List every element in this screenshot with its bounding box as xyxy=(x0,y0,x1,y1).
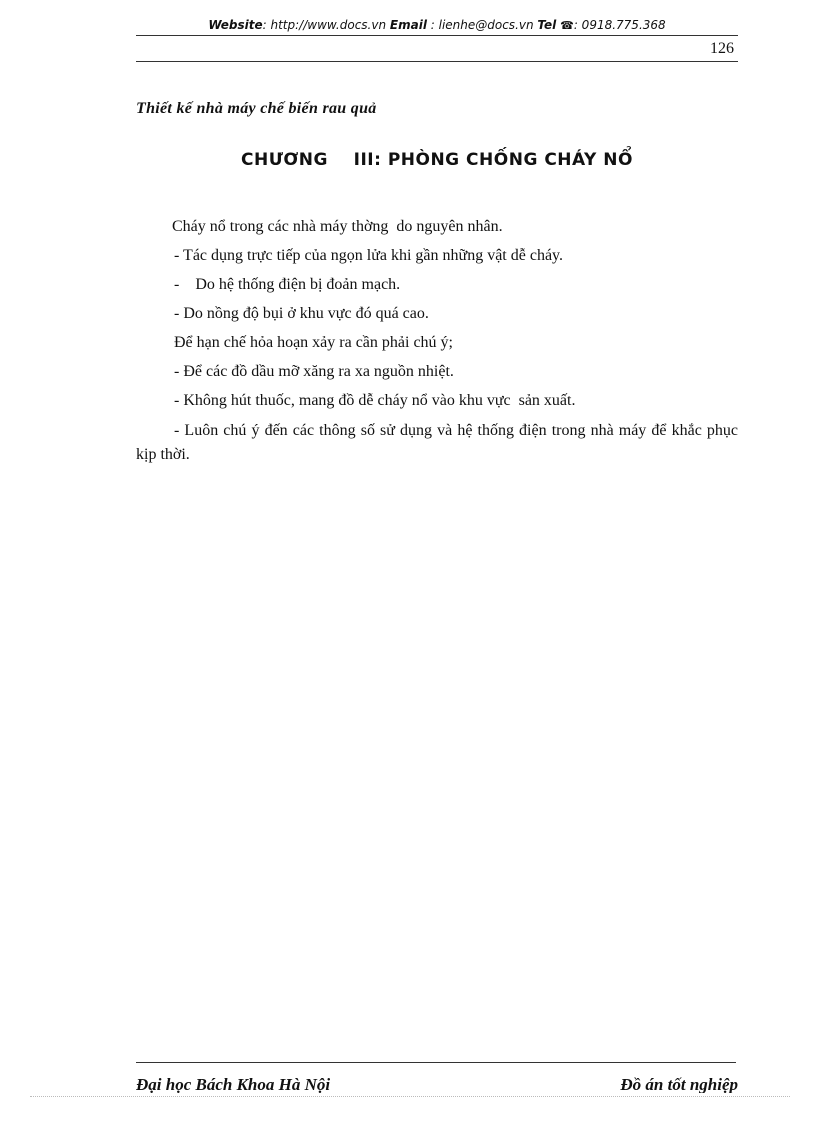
measure-item-2: - Không hút thuốc, mang đồ dễ cháy nổ vào khu vực sản xuất. xyxy=(174,392,576,409)
page-edge-dotted-line xyxy=(30,1096,790,1097)
measure-item-1: - Để các đồ dầu mỡ xăng ra xa nguồn nhiệt. xyxy=(174,363,454,380)
header-rule-bottom xyxy=(136,61,738,62)
chapter-title: CHƯƠNG III: PHÒNG CHỐNG CHÁY NỔ xyxy=(241,150,633,170)
intro-paragraph: Cháy nổ trong các nhà máy thờng do nguyên nhân. xyxy=(172,218,503,235)
email-value: : lienhe@docs.vn xyxy=(426,18,538,32)
page-header-contact xyxy=(136,18,738,32)
phone-icon: ☎ xyxy=(560,19,574,32)
running-head: Thiết kế nhà máy chế biến rau quả xyxy=(136,100,377,117)
prevention-intro: Để hạn chế hỏa hoạn xảy ra cần phải chú ý; xyxy=(174,334,453,351)
cause-item-1: - Tác dụng trực tiếp của ngọn lửa khi gần những vật dễ cháy. xyxy=(174,247,564,264)
tel-label: Tel xyxy=(537,18,557,32)
body-text xyxy=(136,212,742,467)
website-label: Website xyxy=(208,18,263,32)
header-rule-top xyxy=(136,35,738,36)
website-value: : http://www.docs.vn xyxy=(262,18,390,32)
footer-rule xyxy=(136,1062,736,1063)
footer-document-type: Đồ án tốt nghiệp xyxy=(620,1075,738,1093)
measure-item-3: - Luôn chú ý đến các thông số sử dụng và hệ thống điện trong nhà máy để khắc phục kịp thời. xyxy=(136,422,742,463)
cause-item-3: - Do nồng độ bụi ở khu vực đó quá cao. xyxy=(174,305,429,322)
cause-item-2: - Do hệ thống điện bị đoản mạch. xyxy=(174,276,401,293)
email-label: Email xyxy=(389,18,427,32)
tel-value: : 0918.775.368 xyxy=(573,18,666,32)
page-number: 126 xyxy=(710,40,734,57)
footer-university: Đại học Bách Khoa Hà Nội xyxy=(136,1075,331,1093)
